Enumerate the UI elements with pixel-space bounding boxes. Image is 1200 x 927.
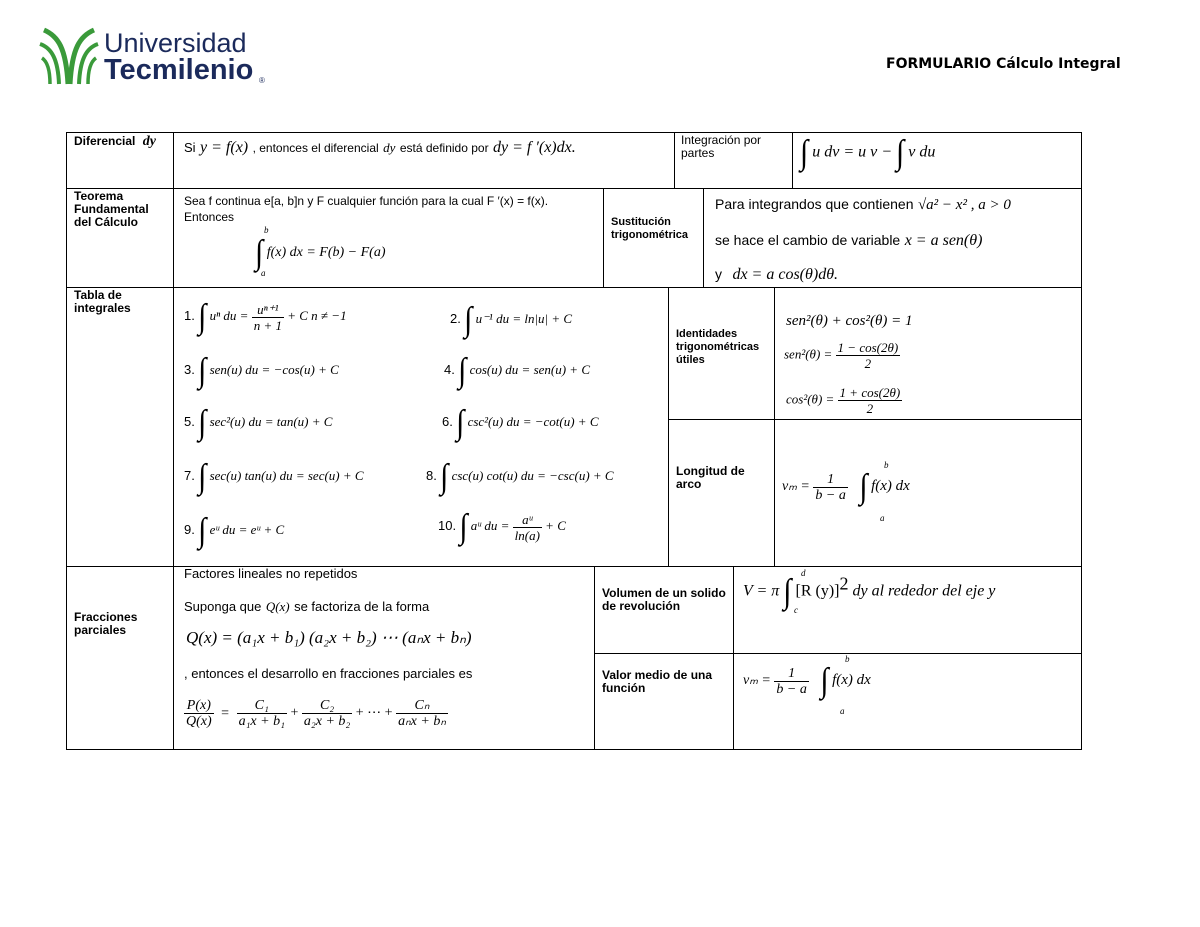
fracciones-line2 <box>184 598 429 616</box>
longitud-lower-limit: a <box>880 513 885 523</box>
fraction-numerator: 1 + cos(2θ) <box>839 385 901 400</box>
diferencial-math-a: y = f(x) <box>200 139 249 156</box>
integral-sign-icon: ∫ <box>198 403 207 442</box>
identidad-2 <box>784 340 900 371</box>
label-teorema: Teorema Fundamental del Cálculo <box>74 189 149 229</box>
item-number: 9. <box>184 521 195 537</box>
integral-5-expr: sec²(u) du = tan(u) + C <box>209 413 333 429</box>
cn-fraction <box>396 698 448 729</box>
integral-2-expr: u⁻¹ du = ln|u| + C <box>475 310 573 326</box>
volumen-tail: dy al rededor del eje y <box>852 582 996 600</box>
integral-sign-icon: ∫ <box>198 457 207 496</box>
integral-sign-icon: ∫ <box>198 511 207 550</box>
longitud-fraction <box>813 472 847 503</box>
sustitucion-line3-text: y <box>715 266 722 282</box>
identidad-2-fraction <box>836 340 901 371</box>
item-number: 7. <box>184 467 195 483</box>
item-number: 5. <box>184 413 195 429</box>
integral-5 <box>184 403 333 442</box>
integral-7-expr: sec(u) tan(u) du = sec(u) + C <box>209 467 364 483</box>
integral-sign-icon: ∫ <box>800 133 809 172</box>
fraction-denominator: a₁x + b₁ <box>238 714 285 729</box>
integral-9-expr: eᵘ du = eᵘ + C <box>209 521 285 537</box>
fraction-numerator: 1 − cos(2θ) <box>837 340 899 355</box>
integral-sign-icon: ∫ <box>859 467 868 506</box>
pq-fraction <box>184 698 214 729</box>
diferencial-text-b: , entonces el diferencial <box>252 141 379 155</box>
fraction-numerator: aᵘ <box>513 512 542 528</box>
teorema-formula-body: f(x) dx = F(b) − F(a) <box>266 245 386 261</box>
teorema-lower-limit: a <box>261 268 266 278</box>
integral-1-fraction <box>252 302 284 333</box>
integral-1 <box>184 297 347 336</box>
c2-fraction <box>302 698 352 729</box>
sustitucion-line3 <box>715 266 838 284</box>
diferencial-text-a: Si <box>184 140 196 155</box>
plus-sign: + <box>290 705 299 721</box>
label-partes: Integración por partes <box>681 133 762 160</box>
fraction-numerator: Cₙ <box>396 698 448 714</box>
integral-1-tail: + C n ≠ −1 <box>287 307 347 323</box>
fraction-denominator: Q(x) <box>186 714 212 729</box>
teorema-line1: Sea f continua e[a, b]n y F cualquier función para la cual F ′(x) = f(x). <box>184 194 549 208</box>
label-identidades: Identidades trigonométricas útiles <box>676 328 760 366</box>
label-valor-medio: Valor medio de una función <box>602 668 713 695</box>
integral-10-tail: + C <box>545 517 566 533</box>
fracciones-line2a: Suponga que <box>184 599 262 614</box>
volumen-exponent: 2 <box>839 573 849 594</box>
sustitucion-line1 <box>715 196 1011 214</box>
fraction-denominator: a₂x + b₂ <box>303 714 351 729</box>
longitud-upper-limit: b <box>884 460 889 470</box>
partes-lhs: u dv = u v − <box>812 143 893 161</box>
integral-3 <box>184 351 339 390</box>
fraction-denominator: 2 <box>866 401 874 416</box>
fraction-denominator: 2 <box>864 356 872 371</box>
integral-10 <box>438 507 566 546</box>
valor-medio-formula <box>743 661 871 700</box>
valor-medio-upper-limit: b <box>845 654 850 664</box>
fracciones-factorization: Q(x) = (a₁x + b₁) (a₂x + b₂) ⋯ (aₙx + bₙ) <box>186 628 472 647</box>
partes-formula <box>800 133 936 172</box>
integral-2 <box>450 300 573 339</box>
diferencial-text-c: está definido por <box>399 141 489 155</box>
fraction-denominator: n + 1 <box>253 317 282 333</box>
integral-10-fraction <box>513 512 542 543</box>
integral-6-expr: csc²(u) du = −cot(u) + C <box>467 413 599 429</box>
label-diferencial <box>74 135 156 148</box>
fraction-denominator: b − a <box>776 681 807 697</box>
label-diferencial-math: dy <box>142 134 156 149</box>
integral-sign-icon: ∫ <box>896 133 905 172</box>
valor-medio-fraction <box>774 666 808 697</box>
fracciones-expansion <box>184 698 448 729</box>
fraction-numerator: P(x) <box>184 698 214 714</box>
item-number: 6. <box>442 413 453 429</box>
sustitucion-line3-math: dx = a cos(θ)dθ. <box>732 266 839 283</box>
fraction-numerator: C₁ <box>237 698 287 714</box>
integral-6 <box>442 403 599 442</box>
fraction-denominator: b − a <box>815 487 846 503</box>
longitud-lhs: vₘ = <box>782 479 810 495</box>
logo-line1: Universidad <box>104 28 247 58</box>
longitud-tail: f(x) dx <box>871 478 910 495</box>
integral-sign-icon: ∫ <box>198 297 207 336</box>
volumen-formula <box>743 572 996 611</box>
integral-8 <box>426 457 614 496</box>
integral-sign-icon: ∫ <box>464 300 473 339</box>
longitud-formula <box>782 467 910 506</box>
fraction-numerator: C₂ <box>302 698 352 714</box>
diferencial-math-c: dy = f ′(x)dx. <box>493 139 576 156</box>
integral-sign-icon: ∫ <box>198 351 207 390</box>
identidad-3 <box>786 385 902 416</box>
item-number: 3. <box>184 361 195 377</box>
valor-medio-lhs: vₘ = <box>743 673 771 689</box>
volumen-lower-limit: c <box>794 605 798 615</box>
c1-fraction <box>237 698 287 729</box>
label-sustitucion: Sustitución trigonométrica <box>611 216 689 241</box>
partes-rhs: v du <box>908 143 936 161</box>
identidad-1: sen²(θ) + cos²(θ) = 1 <box>786 313 913 329</box>
label-volumen: Volumen de un solido de revolución <box>602 586 726 613</box>
fraction-numerator: uⁿ⁺¹ <box>252 302 284 318</box>
page-title: FORMULARIO Cálculo Integral <box>886 56 1121 72</box>
valor-medio-tail: f(x) dx <box>832 672 871 689</box>
fraction-numerator: 1 <box>774 666 808 682</box>
item-number: 8. <box>426 467 437 483</box>
equals-sign: = <box>221 705 230 721</box>
integral-sign-icon: ∫ <box>820 661 829 700</box>
integral-sign-icon: ∫ <box>456 403 465 442</box>
fracciones-line2b: se factoriza de la forma <box>294 599 430 614</box>
volumen-body: [R (y)] <box>795 582 840 600</box>
fracciones-line1: Factores lineales no repetidos <box>184 566 358 581</box>
integral-sign-icon: ∫ <box>255 233 264 272</box>
diferencial-math-b: dy <box>383 140 396 155</box>
integral-8-expr: csc(u) cot(u) du = −csc(u) + C <box>451 467 614 483</box>
integral-10-expr: aᵘ du = <box>470 517 510 533</box>
integral-sign-icon: ∫ <box>459 507 468 546</box>
integral-9 <box>184 511 285 550</box>
logo-line2: Tecmilenio <box>104 54 254 86</box>
teorema-line2: Entonces <box>184 210 235 224</box>
identidad-2-lhs: sen²(θ) = <box>784 346 833 362</box>
sustitucion-line1-text: Para integrandos que contienen <box>715 196 914 212</box>
teorema-formula <box>255 233 386 272</box>
teorema-upper-limit: b <box>264 225 269 235</box>
item-number: 4. <box>444 361 455 377</box>
item-number: 2. <box>450 310 461 326</box>
valor-medio-lower-limit: a <box>840 706 845 716</box>
item-number: 10. <box>438 517 457 533</box>
volumen-upper-limit: d <box>801 568 806 578</box>
integral-1-expr: uⁿ du = <box>209 307 249 323</box>
label-tabla: Tabla de integrales <box>74 288 131 315</box>
volumen-lhs: V = π <box>743 582 780 600</box>
fracciones-line2-math: Q(x) <box>265 599 290 614</box>
integral-4 <box>444 351 591 390</box>
logo-registered: ® <box>259 76 265 85</box>
sustitucion-line1-math: √a² − x² , a > 0 <box>917 197 1011 213</box>
fracciones-dots: + ⋯ + <box>355 705 393 721</box>
diferencial-definition <box>184 139 576 157</box>
integral-sign-icon: ∫ <box>440 457 449 496</box>
item-number: 1. <box>184 307 195 323</box>
fraction-numerator: 1 <box>813 472 847 488</box>
integral-7 <box>184 457 364 496</box>
fraction-denominator: ln(a) <box>514 527 540 543</box>
sustitucion-line2-text: se hace el cambio de variable <box>715 232 901 248</box>
label-fracciones: Fracciones parciales <box>74 610 138 637</box>
fracciones-line4: , entonces el desarrollo en fracciones parciales es <box>184 666 473 681</box>
fraction-denominator: aₙx + bₙ <box>398 714 446 729</box>
label-diferencial-text: Diferencial <box>74 134 136 148</box>
identidad-3-fraction <box>838 385 903 416</box>
integral-3-expr: sen(u) du = −cos(u) + C <box>209 361 339 377</box>
integral-sign-icon: ∫ <box>783 572 792 611</box>
sustitucion-line2 <box>715 232 982 250</box>
integral-4-expr: cos(u) du = sen(u) + C <box>469 361 591 377</box>
identidad-3-lhs: cos²(θ) = <box>786 391 835 407</box>
integral-sign-icon: ∫ <box>458 351 467 390</box>
sustitucion-line2-math: x = a sen(θ) <box>904 232 983 249</box>
label-longitud: Longitud de arco <box>676 464 745 491</box>
